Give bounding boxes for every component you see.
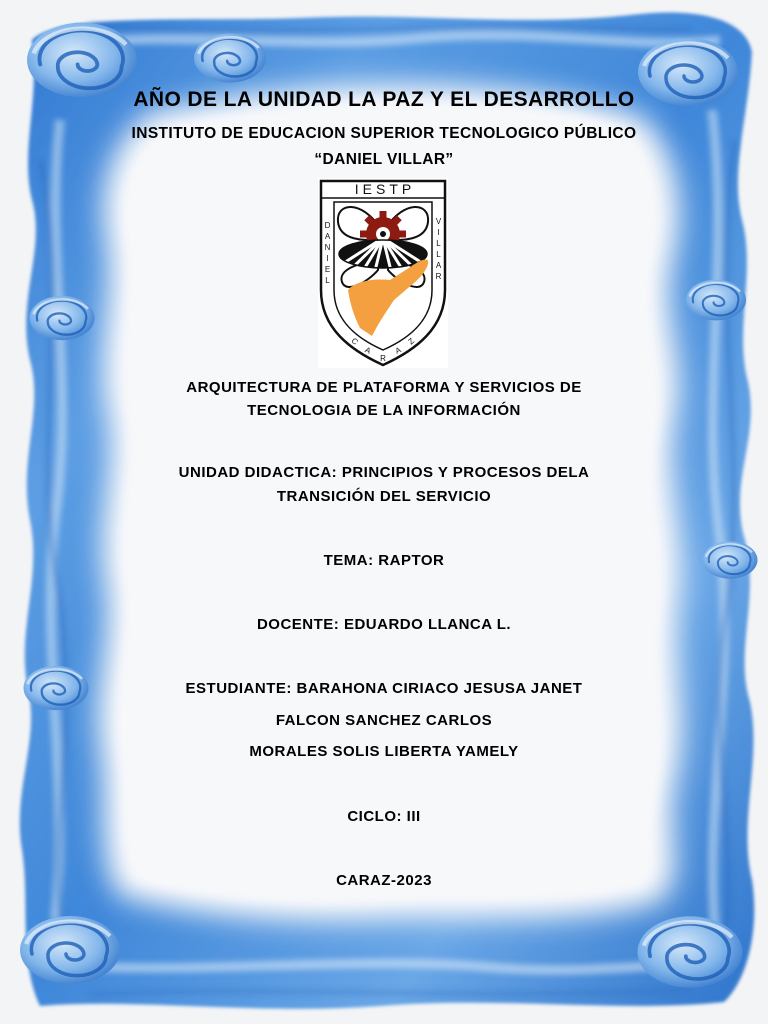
course-title-line-1: ARQUITECTURA DE PLATAFORMA Y SERVICIOS DE (186, 379, 582, 396)
scroll-curl-bottom-left (20, 916, 120, 984)
svg-text:C: C (349, 336, 360, 347)
institute-title: INSTITUTO DE EDUCACION SUPERIOR TECNOLOGICO PÚBLICO (131, 125, 637, 142)
svg-text:N: N (324, 243, 331, 252)
svg-text:L: L (436, 239, 441, 248)
topic: TEMA: RAPTOR (323, 552, 445, 569)
svg-text:Z: Z (406, 336, 417, 347)
scroll-curl-right-upper (686, 280, 746, 321)
scroll-curl-top-left-inner (194, 34, 266, 83)
svg-text:R: R (380, 354, 386, 363)
iestp-logo (318, 178, 448, 368)
teacher: DOCENTE: EDUARDO LLANCA L. (256, 616, 512, 633)
shield-outer-outline (321, 181, 445, 365)
svg-text:A: A (435, 261, 442, 270)
didactic-unit-line-2: TRANSICIÓN DEL SERVICIO (276, 488, 492, 505)
svg-text:I: I (437, 228, 440, 237)
logo-acronym: IESTP (354, 181, 416, 197)
svg-text:D: D (324, 221, 331, 230)
student-2: FALCON SANCHEZ CARLOS (275, 712, 493, 729)
svg-text:E: E (324, 265, 331, 274)
student-1: ESTUDIANTE: BARAHONA CIRIACO JESUSA JANET (185, 680, 583, 697)
svg-text:L: L (436, 250, 441, 259)
course-title-line-2: TECNOLOGIA DE LA INFORMACIÓN (247, 402, 521, 419)
cycle: CICLO: III (347, 808, 421, 825)
year-motto: AÑO DE LA UNIDAD LA PAZ Y EL DESARROLLO (133, 88, 635, 111)
svg-text:A: A (393, 345, 403, 356)
didactic-unit-line-1: UNIDAD DIDACTICA: PRINCIPIOS Y PROCESOS DELA (178, 464, 590, 481)
student-3: MORALES SOLIS LIBERTA YAMELY (249, 743, 519, 760)
institute-name: “DANIEL VILLAR” (314, 151, 454, 168)
svg-text:L: L (325, 276, 330, 285)
scroll-curl-bottom-right (638, 916, 743, 987)
svg-text:V: V (435, 217, 442, 226)
svg-text:A: A (324, 232, 331, 241)
scroll-curl-left-upper (29, 296, 94, 340)
svg-text:I: I (326, 254, 329, 263)
place-year: CARAZ-2023 (336, 872, 432, 889)
svg-text:R: R (435, 272, 442, 281)
svg-text:A: A (363, 345, 373, 356)
